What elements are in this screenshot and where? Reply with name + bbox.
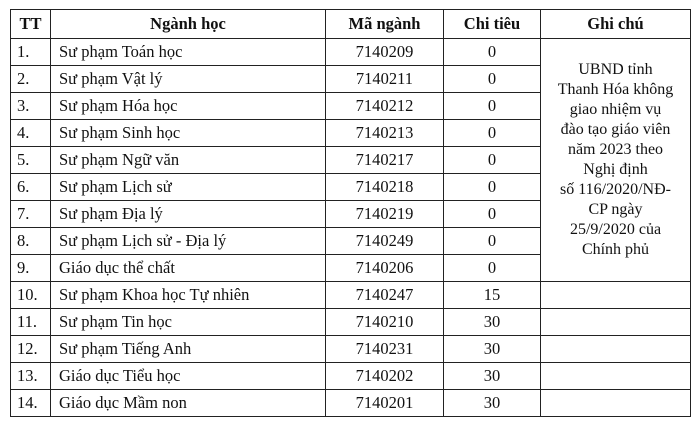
row-quota-cell: 30: [444, 309, 541, 336]
table-row: [11, 390, 691, 417]
row-quota-cell: 15: [444, 282, 541, 309]
row-note-cell: [541, 390, 691, 417]
row-code-cell: 7140202: [326, 363, 444, 390]
row-note-cell: [541, 363, 691, 390]
row-major-cell: Sư phạm Sinh học: [51, 120, 326, 147]
note-line: năm 2023 theo: [567, 141, 664, 158]
row-quota-cell: 0: [444, 66, 541, 93]
row-major-cell: Sư phạm Khoa học Tự nhiên: [51, 282, 326, 309]
row-quota-cell: 30: [444, 336, 541, 363]
row-tt-cell: 13.: [11, 363, 51, 390]
row-tt-cell: 9.: [11, 255, 51, 282]
row-quota-cell: 0: [444, 201, 541, 228]
header-quota: Chi tiêu: [444, 10, 541, 39]
row-code-cell: 7140206: [326, 255, 444, 282]
row-quota-cell: 0: [444, 147, 541, 174]
row-major-cell: Sư phạm Vật lý: [51, 66, 326, 93]
header-major: Ngành học: [51, 10, 326, 39]
row-tt-cell: 12.: [11, 336, 51, 363]
row-quota-cell: 30: [444, 390, 541, 417]
header-note: Ghi chú: [541, 10, 691, 39]
row-code-cell: 7140247: [326, 282, 444, 309]
row-tt-cell: 1.: [11, 39, 51, 66]
row-code-cell: 7140212: [326, 93, 444, 120]
table-row: [11, 309, 691, 336]
row-quota-cell: 0: [444, 228, 541, 255]
row-major-cell: Sư phạm Tin học: [51, 309, 326, 336]
table-header-row: [11, 10, 691, 39]
note-line: CP ngày: [588, 201, 643, 218]
row-code-cell: 7140213: [326, 120, 444, 147]
row-major-cell: Sư phạm Ngữ văn: [51, 147, 326, 174]
note-line: 25/9/2020 của: [569, 221, 662, 238]
table-body: [11, 39, 691, 417]
header-tt: TT: [11, 10, 51, 39]
row-quota-cell: 0: [444, 93, 541, 120]
row-major-cell: Sư phạm Tiếng Anh: [51, 336, 326, 363]
row-tt-cell: 5.: [11, 147, 51, 174]
row-code-cell: 7140201: [326, 390, 444, 417]
row-major-cell: Giáo dục Mầm non: [51, 390, 326, 417]
row-tt-cell: 6.: [11, 174, 51, 201]
row-code-cell: 7140211: [326, 66, 444, 93]
note-line: UBND tỉnh: [578, 61, 653, 78]
row-major-cell: Sư phạm Lịch sử: [51, 174, 326, 201]
row-quota-cell: 0: [444, 255, 541, 282]
note-line: Thanh Hóa không: [557, 81, 674, 98]
row-quota-cell: 0: [444, 174, 541, 201]
row-tt-cell: 11.: [11, 309, 51, 336]
row-code-cell: 7140219: [326, 201, 444, 228]
row-quota-cell: 0: [444, 39, 541, 66]
row-tt-cell: 7.: [11, 201, 51, 228]
row-major-cell: Sư phạm Lịch sử - Địa lý: [51, 228, 326, 255]
row-major-cell: Sư phạm Địa lý: [51, 201, 326, 228]
row-major-cell: Giáo dục Tiểu học: [51, 363, 326, 390]
row-quota-cell: 0: [444, 120, 541, 147]
row-code-cell: 7140249: [326, 228, 444, 255]
table-row: [11, 363, 691, 390]
note-line: giao nhiệm vụ: [569, 101, 662, 118]
note-line: Chính phủ: [581, 241, 650, 258]
row-code-cell: 7140217: [326, 147, 444, 174]
row-code-cell: 7140218: [326, 174, 444, 201]
note-line: số 116/2020/NĐ-: [560, 181, 671, 198]
note-line: đào tạo giáo viên: [560, 121, 671, 138]
enrollment-quota-table: [10, 9, 691, 417]
row-code-cell: 7140209: [326, 39, 444, 66]
row-major-cell: Sư phạm Hóa học: [51, 93, 326, 120]
row-major-cell: Sư phạm Toán học: [51, 39, 326, 66]
row-quota-cell: 30: [444, 363, 541, 390]
row-tt-cell: 4.: [11, 120, 51, 147]
table-row: [11, 39, 691, 66]
row-note-cell: [541, 309, 691, 336]
row-tt-cell: 3.: [11, 93, 51, 120]
note-line: Nghị định: [583, 161, 648, 178]
enrollment-quota-table-container: [10, 9, 690, 417]
row-tt-cell: 14.: [11, 390, 51, 417]
note-cell: [541, 39, 691, 282]
row-note-cell: [541, 336, 691, 363]
row-tt-cell: 10.: [11, 282, 51, 309]
row-tt-cell: 2.: [11, 66, 51, 93]
row-major-cell: Giáo dục thể chất: [51, 255, 326, 282]
header-code: Mã ngành: [326, 10, 444, 39]
table-row: [11, 282, 691, 309]
row-tt-cell: 8.: [11, 228, 51, 255]
row-code-cell: 7140210: [326, 309, 444, 336]
row-code-cell: 7140231: [326, 336, 444, 363]
row-note-cell: [541, 282, 691, 309]
table-row: [11, 336, 691, 363]
